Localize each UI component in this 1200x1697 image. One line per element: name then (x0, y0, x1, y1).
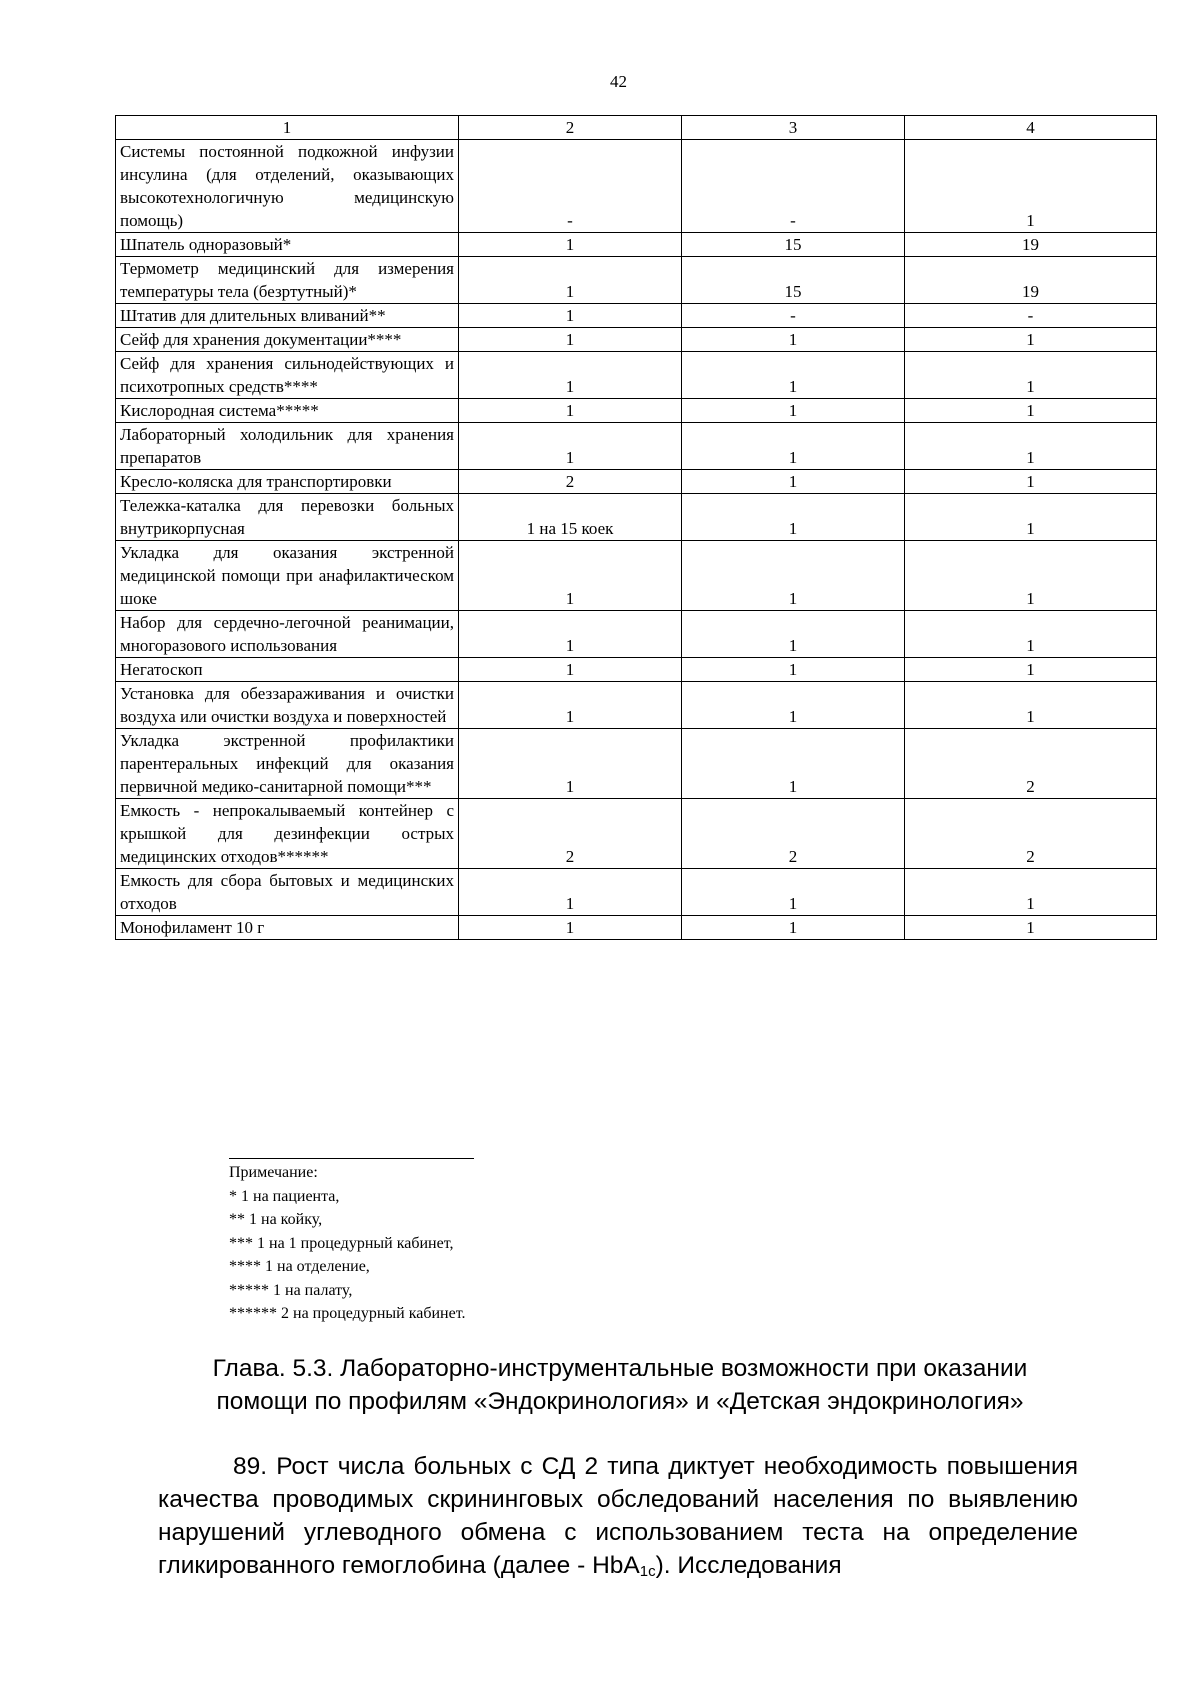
quantity-cell: 1 (905, 494, 1157, 541)
item-name-cell: Кресло-коляска для транспортировки (116, 470, 459, 494)
quantity-cell: 1 (905, 423, 1157, 470)
item-name-cell: Кислородная система***** (116, 399, 459, 423)
table-row (116, 611, 1157, 658)
table-row (116, 729, 1157, 799)
footnote-divider (229, 1158, 474, 1159)
item-name-cell: Системы постоянной подкожной инфузии инсулина (для отделений, оказывающих высокотехнологичную медицинскую помощь) (116, 140, 459, 233)
quantity-cell: 1 (459, 328, 682, 352)
item-name-cell: Лабораторный холодильник для хранения препаратов (116, 423, 459, 470)
column-header: 2 (459, 116, 682, 140)
quantity-cell: 1 (905, 658, 1157, 682)
quantity-cell: 1 (905, 916, 1157, 940)
quantity-cell: 2 (459, 799, 682, 869)
table-row (116, 658, 1157, 682)
quantity-cell: - (682, 140, 905, 233)
quantity-cell: 1 (682, 682, 905, 729)
quantity-cell: 19 (905, 257, 1157, 304)
table-row (116, 869, 1157, 916)
quantity-cell: 1 (459, 257, 682, 304)
item-name-cell: Укладка для оказания экстренной медицинской помощи при анафилактическом шоке (116, 541, 459, 611)
quantity-cell: 2 (459, 470, 682, 494)
table-row (116, 399, 1157, 423)
chapter-title-line: Глава. 5.3. Лабораторно-инструментальные возможности при оказании (212, 1355, 1028, 1382)
paragraph-text: 89. Рост числа больных с СД 2 типа диктует необходимость повышения качества проводимых скрининговых обследований населения по выявлению нарушений углеводного обмена с использованием теста на определение гликированного гемоглобина (далее - HbA (158, 1453, 1078, 1579)
footnotes (229, 1161, 465, 1326)
paragraph-text-end: ). Исследования (655, 1552, 842, 1579)
table-row (116, 257, 1157, 304)
column-header: 1 (116, 116, 459, 140)
quantity-cell: 1 (905, 140, 1157, 233)
footnote-item: ****** 2 на процедурный кабинет. (229, 1305, 466, 1322)
quantity-cell: 19 (905, 233, 1157, 257)
quantity-cell: 1 (459, 304, 682, 328)
quantity-cell: 2 (905, 799, 1157, 869)
quantity-cell: 1 (682, 494, 905, 541)
footnote-item: ** 1 на койку, (229, 1211, 323, 1228)
table-row (116, 494, 1157, 541)
quantity-cell: 1 (682, 869, 905, 916)
footnote-item: *** 1 на 1 процедурный кабинет, (229, 1234, 454, 1252)
quantity-cell: - (459, 140, 682, 233)
quantity-cell: 1 (682, 423, 905, 470)
item-name-cell: Установка для обеззараживания и очистки воздуха или очистки воздуха и поверхностей (116, 682, 459, 729)
quantity-cell: 1 (459, 869, 682, 916)
quantity-cell: 1 (459, 729, 682, 799)
footnotes-title: Примечание: (229, 1164, 318, 1181)
item-name-cell: Сейф для хранения документации**** (116, 328, 459, 352)
table-row (116, 233, 1157, 257)
item-name-cell: Шпатель одноразовый* (116, 233, 459, 257)
quantity-cell: 1 (459, 611, 682, 658)
quantity-cell: 1 (459, 233, 682, 257)
item-name-cell: Тележка-каталка для перевозки больных внутрикорпусная (116, 494, 459, 541)
column-header: 3 (682, 116, 905, 140)
item-name-cell: Емкость для сбора бытовых и медицинских отходов (116, 869, 459, 916)
quantity-cell: 1 (459, 916, 682, 940)
item-name-cell: Емкость - непрокалываемый контейнер с крышкой для дезинфекции острых медицинских отходов****** (116, 799, 459, 869)
quantity-cell: 1 (682, 399, 905, 423)
item-name-cell: Укладка экстренной профилактики парентеральных инфекций для оказания первичной медико-санитарной помощи*** (116, 729, 459, 799)
item-name-cell: Монофиламент 10 г (116, 916, 459, 940)
quantity-cell: 1 (682, 352, 905, 399)
table-row (116, 799, 1157, 869)
item-name-cell: Термометр медицинский для измерения температуры тела (безртутный)* (116, 257, 459, 304)
item-name-cell: Штатив для длительных вливаний** (116, 304, 459, 328)
table-header-row (116, 116, 1157, 140)
quantity-cell: 1 (905, 470, 1157, 494)
quantity-cell: 15 (682, 257, 905, 304)
quantity-cell: 1 (905, 399, 1157, 423)
column-header: 4 (905, 116, 1157, 140)
table-row (116, 916, 1157, 940)
table-row (116, 423, 1157, 470)
paragraph-89 (158, 1450, 1078, 1588)
table-row (116, 682, 1157, 729)
table-row (116, 470, 1157, 494)
item-name-cell: Сейф для хранения сильнодействующих и психотропных средств**** (116, 352, 459, 399)
table-row (116, 541, 1157, 611)
quantity-cell: 1 (905, 869, 1157, 916)
quantity-cell: 1 (905, 682, 1157, 729)
page-number: 42 (610, 72, 627, 91)
quantity-cell: 2 (905, 729, 1157, 799)
chapter-title (140, 1352, 1100, 1418)
equipment-table (115, 115, 1157, 940)
quantity-cell: 1 (459, 423, 682, 470)
paragraph-subscript: 1c (639, 1563, 656, 1580)
quantity-cell: 1 (682, 729, 905, 799)
table-row (116, 328, 1157, 352)
quantity-cell: 1 (682, 470, 905, 494)
table-row (116, 140, 1157, 233)
quantity-cell: 1 (905, 328, 1157, 352)
quantity-cell: - (905, 304, 1157, 328)
quantity-cell: 1 (459, 399, 682, 423)
quantity-cell: 1 (905, 541, 1157, 611)
quantity-cell: 1 (905, 352, 1157, 399)
table-row (116, 352, 1157, 399)
quantity-cell: 1 (905, 611, 1157, 658)
quantity-cell: 1 (459, 541, 682, 611)
footnote-item: ***** 1 на палату, (229, 1281, 353, 1299)
chapter-title-line: помощи по профилям «Эндокринология» и «Детская эндокринология» (216, 1388, 1024, 1415)
quantity-cell: 1 (459, 682, 682, 729)
quantity-cell: 1 (459, 352, 682, 399)
quantity-cell: 1 (682, 658, 905, 682)
item-name-cell: Набор для сердечно-легочной реанимации, многоразового использования (116, 611, 459, 658)
quantity-cell: 1 (682, 916, 905, 940)
footnote-item: **** 1 на отделение, (229, 1258, 370, 1275)
footnote-item: * 1 на пациента, (229, 1187, 340, 1205)
quantity-cell: 1 на 15 коек (459, 494, 682, 541)
quantity-cell: 1 (682, 541, 905, 611)
quantity-cell: - (682, 304, 905, 328)
quantity-cell: 1 (459, 658, 682, 682)
quantity-cell: 1 (682, 328, 905, 352)
table-row (116, 304, 1157, 328)
quantity-cell: 1 (682, 611, 905, 658)
quantity-cell: 2 (682, 799, 905, 869)
item-name-cell: Негатоскоп (116, 658, 459, 682)
quantity-cell: 15 (682, 233, 905, 257)
